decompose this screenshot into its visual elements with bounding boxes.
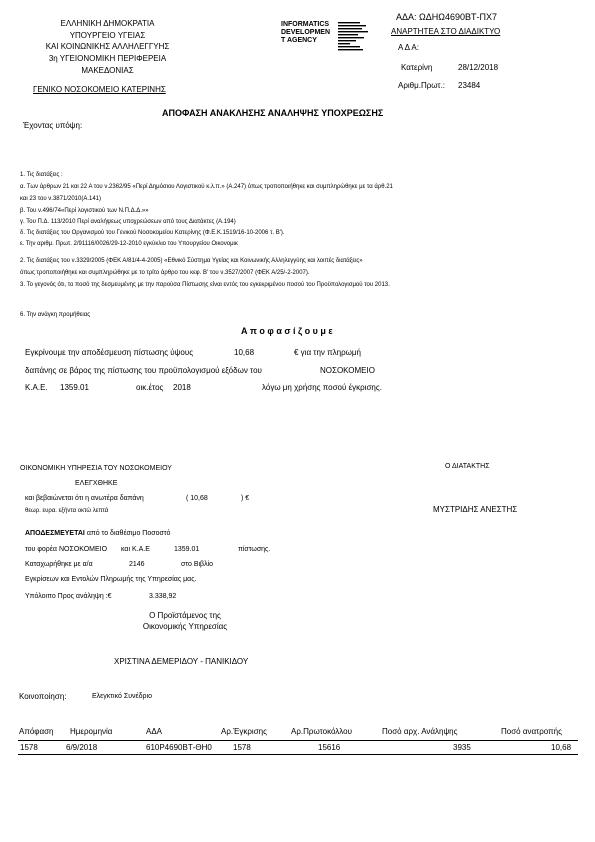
provision-1a-cont: και 23 του ν.3871/2010(Α.141) (20, 196, 102, 202)
decision-kae: 1359.01 (60, 383, 89, 392)
table-divider (18, 740, 578, 741)
posted-online: ΑΝΑΡΤΗΤΕΑ ΣΤΟ ΔΙΑΔΙΚΤΥΟ (391, 27, 501, 36)
decision-expense: δαπάνης σε βάρος της πίστωσης του προϋπολογισμού εξόδων του (25, 366, 262, 375)
ministry-name: ΥΠΟΥΡΓΕΙΟ ΥΓΕΙΑΣ (69, 31, 146, 40)
hospital-name: ΓΕΝΙΚΟ ΝΟΣΟΚΟΜΕΙΟ ΚΑΤΕΡΙΝΗΣ (33, 85, 166, 94)
decide-title: Α π ο φ α σ ί ζ ο υ μ ε (241, 326, 333, 336)
table-cell: 1578 (233, 743, 251, 752)
ada-label: Α Δ Α: (398, 43, 419, 52)
decision-kae-label: Κ.Α.Ε. (25, 383, 48, 392)
notify-value: Ελεγκτικό Συνέδριο (92, 693, 152, 700)
provision-2b: όπως τροποποιήθηκε και συμπληρώθηκε με το τρίτο άρθρο του κεφ. Β' του ν.3527/2007 (ΦΕΚ Α/25/-2-2007). (20, 270, 310, 276)
decision-year-label: οικ.έτος (136, 383, 164, 392)
protocol-label: Αριθμ.Πρωτ.: (398, 81, 446, 90)
provision-1: 1. Τις διατάξεις : (20, 172, 63, 178)
table-header: Αρ.Έγκρισης (221, 727, 267, 736)
document-date: 28/12/2018 (458, 63, 499, 72)
table-cell: 3935 (453, 743, 471, 752)
finance-legal: θεωρ. ευρα. εξήντα οκτώ λεπτά (25, 508, 109, 514)
provision-2: 2. Τις διατάξεις του ν.3329/2005 (ΦΕΚ Α/81/4-4-2005) «Εθνικό Σύστημα Υγείας και Κοινωνικής Αλληλεγγύης και λοιπές διατάξεις» (20, 258, 363, 264)
having-regard: Έχοντας υπόψη: (23, 121, 83, 130)
finance-checked: ΕΛΕΓΧΘΗΚΕ (75, 480, 118, 487)
region-name: 3η ΥΓΕΙΟΝΟΜΙΚΗ ΠΕΡΙΦΕΡΕΙΑ (48, 54, 167, 63)
finance-balance: 3.338,92 (149, 593, 177, 600)
provision-6: 6. Την ανάγκη προμήθειας (20, 312, 91, 318)
provision-1e: ε. Την αριθμ. Πρωτ. 2/91116/0026/29-12-2010 εγκύκλιο του Υπουργείου Οικονομικ (20, 241, 238, 247)
finance-credit: πίστωσης. (238, 546, 271, 553)
finance-balance-label: Υπόλοιπο Προς ανάληψη :€ (25, 593, 112, 600)
table-cell: 6/9/2018 (66, 743, 98, 752)
agency-logo: INFORMATICS DEVELOPMEN T AGENCY (281, 21, 331, 44)
finance-head-title-2: Οικονομικής Υπηρεσίας (142, 622, 228, 631)
finance-released-line (25, 530, 170, 537)
finance-certified-amount: ( 10,68 (186, 495, 208, 502)
provision-1c: γ. Του Π.Δ. 113/2010 Περί αναλήψεως υποχρεώσεων από τους Διατάκτες (Α.194) (20, 219, 236, 225)
decision-reason: λόγω μη χρήσης ποσού έγκρισης. (262, 383, 382, 392)
finance-service: ΟΙΚΟΝΟΜΙΚΗ ΥΠΗΡΕΣΙΑ ΤΟΥ ΝΟΣΟΚΟΜΕΙΟΥ (20, 465, 172, 472)
ada-top: ΑΔΑ: ΩΔΗΩ4690ΒΤ-ΠΧ7 (396, 12, 498, 22)
ministry-name-2: ΚΑΙ ΚΟΙΝΩΝΙΚΗΣ ΑΛΛΗΛΕΓΓΥΗΣ (45, 42, 170, 51)
table-header: Ημερομηνία (70, 727, 113, 736)
finance-org: ΝΟΣΟΚΟΜΕΙΟ (59, 546, 108, 553)
table-cell: 15616 (318, 743, 341, 752)
finance-registered: Καταχωρήθηκε με α/α (25, 561, 93, 568)
table-cell: 610Ρ4690ΒΤ-ΘΗ0 (146, 743, 212, 752)
provision-3: 3. Το γεγονός ότι, το ποσό της δεσμευμένης με την παρούσα Πίστωσης είναι εντός του εγκεκριμένου ποσού του Προϋπολογισμού του 2013. (20, 282, 390, 288)
provision-1a: α. Των άρθρων 21 και 22 Α του ν.2362/95 «Περί Δημόσιου Λογιστικού κ.λ.π.» (Α.247) όπως τροποποιήθηκε και συμπληρώθηκε με τα άρθ.21 (20, 184, 393, 190)
director-name: ΜΥΣΤΡΙΔΗΣ ΑΝΕΣΤΗΣ (433, 505, 518, 514)
protocol-number: 23484 (458, 81, 481, 90)
finance-kae: 1359.01 (174, 546, 200, 553)
table-cell: 1578 (20, 743, 38, 752)
finance-reg-no: 2146 (129, 561, 145, 568)
finance-released-rest: από το διαθέσιμο Ποσοστό (86, 530, 171, 537)
region-name-2: ΜΑΚΕΔΟΝΙΑΣ (81, 66, 134, 75)
table-cell: 10,68 (551, 743, 572, 752)
table-header: Ποσό αρχ. Ανάληψης (382, 727, 458, 736)
city: Κατερίνη (401, 63, 433, 72)
finance-head-name: ΧΡΙΣΤΙΝΑ ΔΕΜΕΡΙΔΟΥ - ΠΑΝΙΚΙΔΟΥ (114, 657, 249, 666)
finance-head-title: Ο Προϊστάμενος της (149, 611, 221, 620)
provision-1b: β. Του ν.496/74«Περί λογιστικού των Ν.Π.Δ.Δ.»» (20, 208, 149, 214)
table-header: Αρ.Πρωτοκόλλου (291, 727, 352, 736)
decision-for-payment: € για την πληρωμή (294, 348, 361, 357)
decision-expense-org: ΝΟΣΟΚΟΜΕΙΟ (320, 366, 375, 375)
table-header: Απόφαση (19, 727, 54, 736)
table-bottom-line (18, 754, 578, 755)
notify-label: Κοινοποίηση: (19, 692, 67, 701)
finance-certified: και βεβαιώνεται ότι η ανωτέρα δαπάνη (25, 495, 144, 502)
country-name: ΕΛΛΗΝΙΚΗ ΔΗΜΟΚΡΑΤΙΑ (60, 19, 155, 28)
finance-kae-pre: και Κ.Α.Ε (121, 546, 150, 553)
decision-year: 2018 (173, 383, 191, 392)
decision-approve: Εγκρίνουμε την αποδέσμευση πίστωσης ύψους (25, 348, 194, 357)
decision-amount: 10,68 (234, 348, 255, 357)
director-title: Ο ΔΙΑΤΑΚΤΗΣ (445, 463, 490, 470)
table-header: Ποσό ανατροπής (501, 727, 562, 736)
finance-book: στο Βιβλίο (181, 561, 214, 568)
finance-released: ΑΠΟΔΕΣΜΕΥΕΤΑΙ (25, 530, 85, 537)
finance-of-budget: του φορέα (25, 546, 57, 553)
provision-1d: δ. Τις διατάξεις του Οργανισμού του Γενικού Νοσοκομείου Κατερίνης (Φ.Ε.Κ.1519/16-10-2006 τ. Β'). (20, 230, 285, 236)
table-header: ΑΔΑ (146, 727, 163, 736)
document-title: ΑΠΟΦΑΣΗ ΑΝΑΚΛΗΣΗΣ ΑΝΑΛΗΨΗΣ ΥΠΟΧΡΕΩΣΗΣ (162, 108, 384, 118)
finance-certified-end: ) € (241, 495, 250, 502)
logo-fine-print (338, 22, 374, 54)
finance-approvals: Εγκρίσεων και Εντολών Πληρωμής της Υπηρεσίας μας. (25, 576, 197, 583)
